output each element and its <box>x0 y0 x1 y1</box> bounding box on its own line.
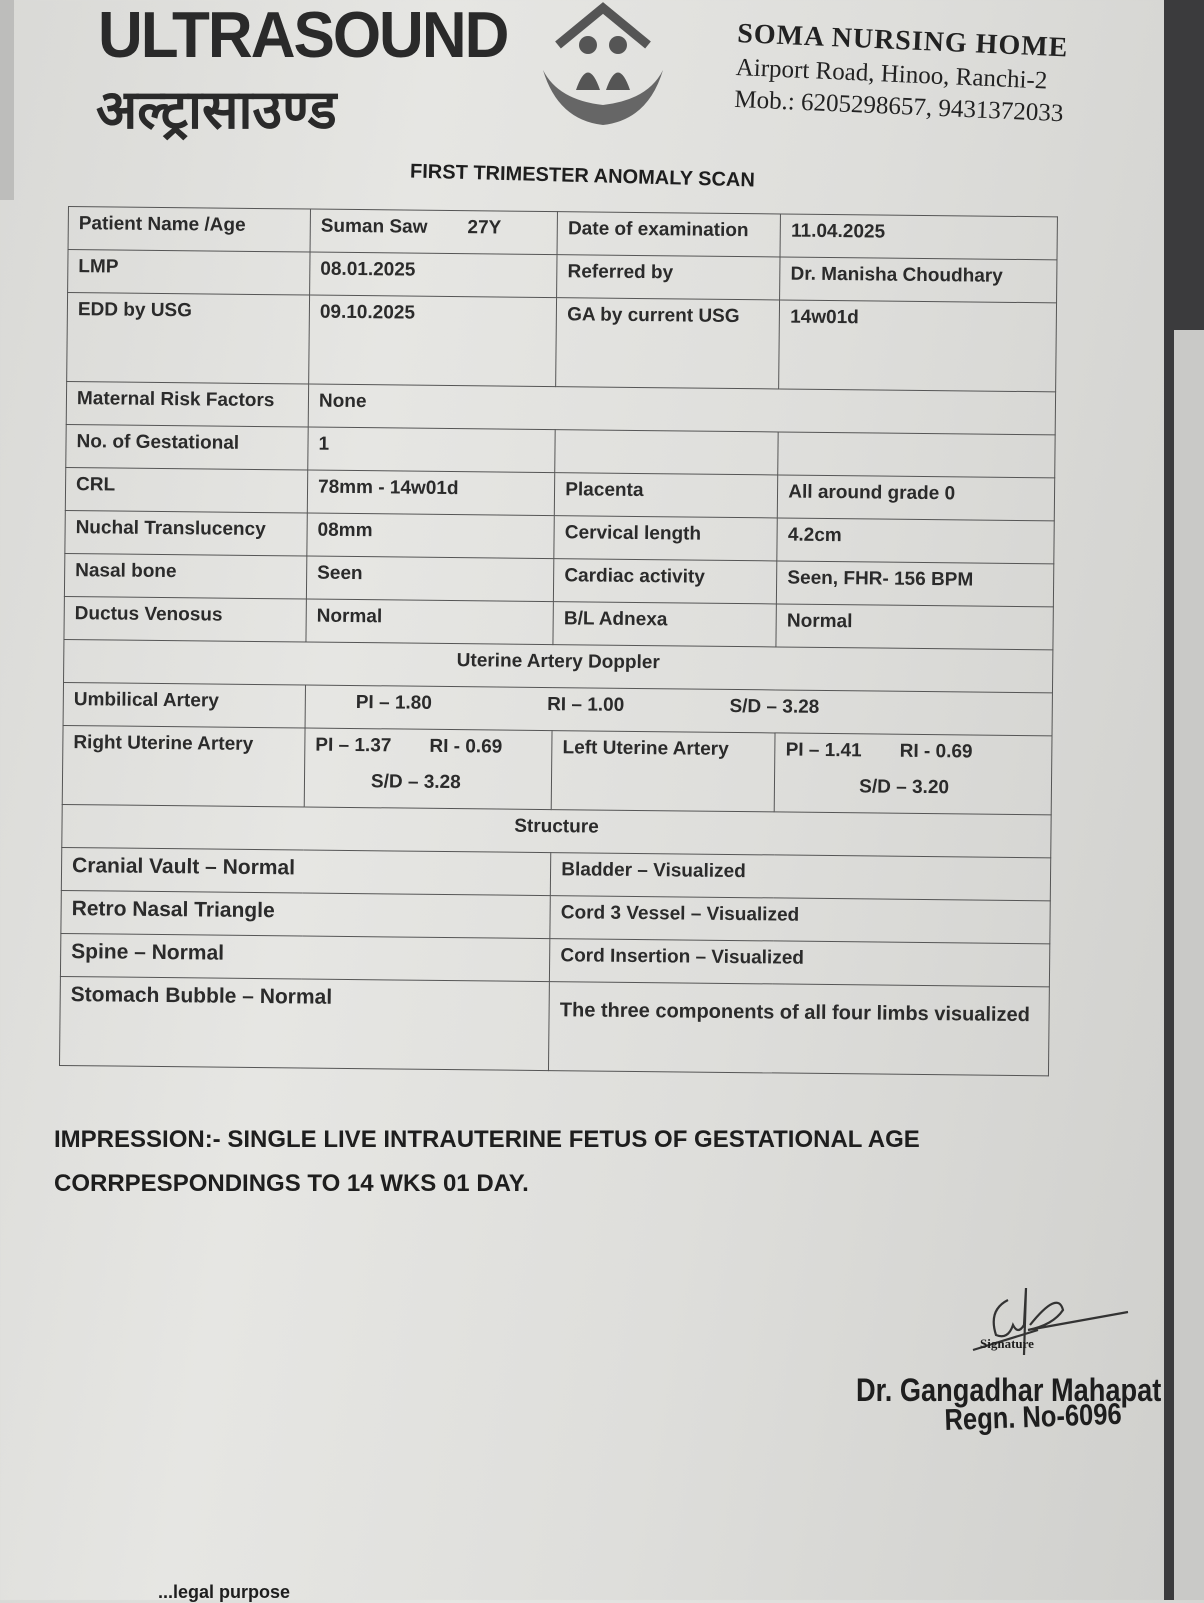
structure-left: Spine – Normal <box>60 933 550 981</box>
cell-label: Nasal bone <box>64 553 306 599</box>
cell-value: 08mm <box>307 513 555 559</box>
clinic-info <box>734 18 1069 128</box>
left-pi: PI – 1.41 <box>785 739 862 762</box>
cell-value: Dr. Manisha Choudhary <box>780 257 1057 303</box>
signature-label: Signature <box>980 1336 1034 1351</box>
cell-value: 78mm - 14w01d <box>307 470 555 516</box>
footer-note: ...legal purpose <box>158 1582 291 1602</box>
umbilical-sd: S/D – 3.28 <box>729 695 820 718</box>
cell-value: Normal <box>776 604 1053 650</box>
background-surface <box>1174 330 1204 1600</box>
cell-value: All around grade 0 <box>778 475 1055 521</box>
structure-left: Cranial Vault – Normal <box>61 847 551 895</box>
cell-label: CRL <box>65 467 307 513</box>
cell-value: 09.10.2025 <box>309 295 557 387</box>
left-uterine-values <box>774 733 1052 815</box>
cell-label: B/L Adnexa <box>553 602 776 647</box>
umbilical-ri: RI – 1.00 <box>547 694 625 716</box>
cell-label: EDD by USG <box>67 293 310 385</box>
cell-value: Normal <box>306 599 554 645</box>
structure-right: Cord 3 Vessel – Visualized <box>550 896 1050 944</box>
cell-label: LMP <box>68 250 310 296</box>
impression <box>54 1118 920 1206</box>
table-row <box>67 293 1057 392</box>
structure-right: Bladder – Visualized <box>551 853 1051 901</box>
impression-line: CORRPESPONDINGS TO 14 WKS 01 DAY. <box>54 1170 529 1197</box>
cell-value: 08.01.2025 <box>310 252 558 298</box>
structure-right: The three components of all four limbs visualized <box>549 982 1050 1076</box>
doppler-heading: Uterine Artery Doppler <box>64 639 1053 692</box>
cell-value: 4.2cm <box>777 518 1054 564</box>
structure-left: Stomach Bubble – Normal <box>59 976 549 1070</box>
report-title: FIRST TRIMESTER ANOMALY SCAN <box>409 160 756 192</box>
right-pi: PI – 1.37 <box>315 734 392 757</box>
table-row <box>62 725 1052 814</box>
cell-label: Cardiac activity <box>554 559 777 604</box>
cell-label: Referred by <box>557 255 780 300</box>
cell-value: Seen <box>306 556 554 602</box>
doctor-registration: Regn. No-6096 <box>944 1397 1123 1437</box>
cell-label: Ductus Venosus <box>64 596 306 642</box>
structure-heading: Structure <box>62 804 1051 857</box>
impression-line: IMPRESSION:- SINGLE LIVE INTRAUTERINE FETUS OF GESTATIONAL AGE <box>54 1126 920 1153</box>
patient-age: 27Y <box>467 217 502 239</box>
clinic-name: SOMA NURSING HOME <box>736 18 1069 64</box>
cell-label: Cervical length <box>554 516 777 561</box>
table-row <box>59 976 1049 1075</box>
clinic-mobile: Mob.: 6205298657, 9431372033 <box>733 85 1064 128</box>
house-hands-logo-icon <box>538 0 668 130</box>
cell-label: Left Uterine Artery <box>551 731 775 812</box>
scan-table <box>59 206 1058 1076</box>
cell-label: Maternal Risk Factors <box>66 381 308 427</box>
cell-value: 1 <box>308 427 556 473</box>
cell-value: 11.04.2025 <box>780 214 1057 260</box>
logo-hindi: अल्ट्रासाउण्ड <box>96 78 337 141</box>
clinic-address: Airport Road, Hinoo, Ranchi-2 <box>735 53 1048 95</box>
structure-left: Retro Nasal Triangle <box>61 890 551 938</box>
cell-value: None <box>308 384 1055 435</box>
doctor-name: Dr. Gangadhar Mahapat <box>856 1372 1162 1408</box>
right-uterine-values <box>304 728 552 810</box>
structure-right: Cord Insertion – Visualized <box>550 939 1050 987</box>
cell-value: Seen, FHR- 156 BPM <box>777 561 1054 607</box>
cell-empty <box>555 430 778 475</box>
left-sd: S/D – 3.20 <box>859 776 950 799</box>
umbilical-pi: PI – 1.80 <box>355 692 432 714</box>
right-ri: RI - 0.69 <box>429 735 503 758</box>
patient-name: Suman Saw <box>320 215 428 238</box>
left-ri: RI - 0.69 <box>899 740 973 763</box>
cell-label: Patient Name /Age <box>68 207 310 253</box>
cell-label: Umbilical Artery <box>63 682 305 728</box>
cell-label: Nuchal Translucency <box>65 510 307 556</box>
cell-label: Date of examination <box>557 212 780 257</box>
report-page <box>8 0 1168 1600</box>
cell-empty <box>778 432 1055 478</box>
right-sd: S/D – 3.28 <box>370 771 461 794</box>
logo-english: ULTRASOUND <box>98 0 508 72</box>
cell-label: GA by current USG <box>556 298 780 389</box>
cell-label: Right Uterine Artery <box>62 725 305 807</box>
cell-label: Placenta <box>555 473 778 518</box>
cell-label: No. of Gestational <box>66 424 308 470</box>
cell-value <box>310 209 558 255</box>
cell-value: 14w01d <box>779 300 1057 392</box>
